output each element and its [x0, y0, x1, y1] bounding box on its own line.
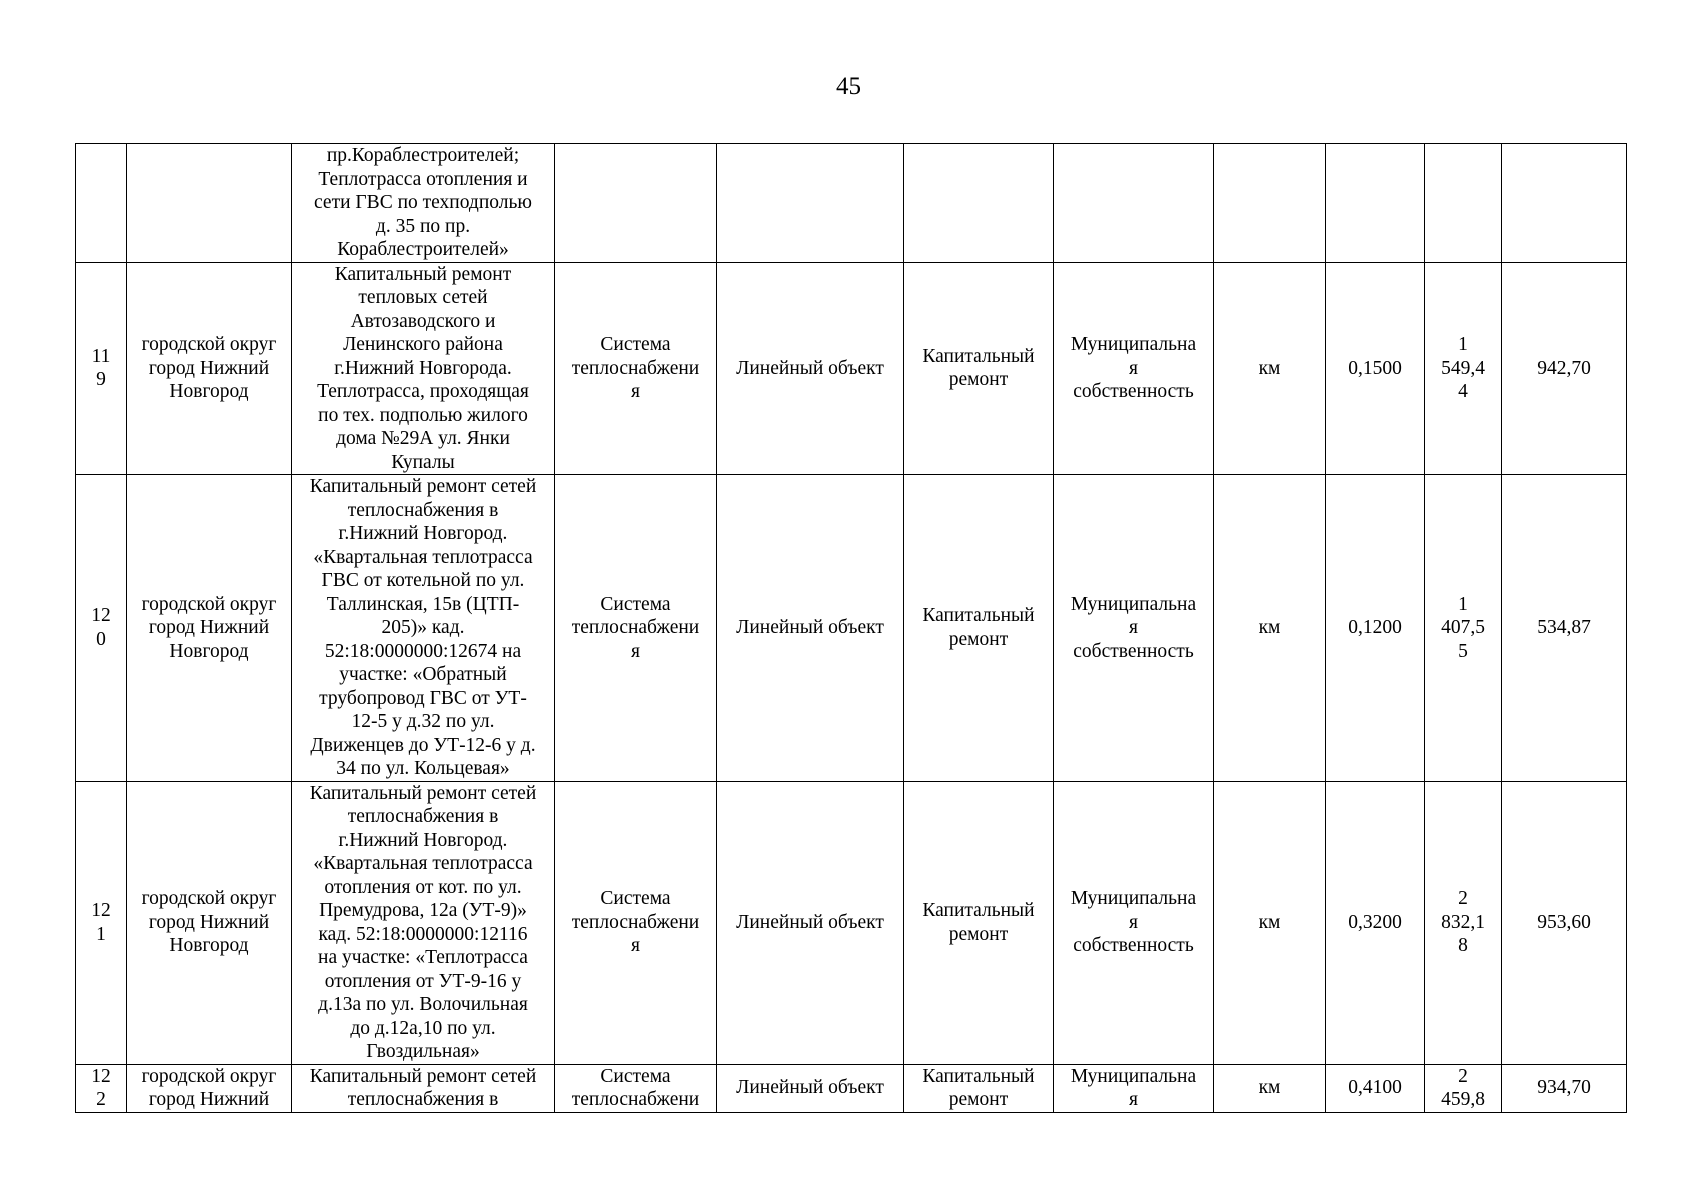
cell-ownership — [1054, 144, 1214, 263]
cell-system — [555, 144, 717, 263]
cell-cost-per-unit — [1502, 144, 1627, 263]
cell-length: 0,1200 — [1326, 475, 1425, 782]
cell-object-type: Линейный объект — [717, 262, 904, 475]
cell-number: 12 2 — [76, 1064, 127, 1112]
cell-cost-per-unit: 953,60 — [1502, 781, 1627, 1064]
cell-ownership: Муниципальна я собственность — [1054, 475, 1214, 782]
cell-system: Система теплоснабжени я — [555, 262, 717, 475]
cell-territory: городской округ город Нижний Новгород — [127, 781, 292, 1064]
cell-object-type — [717, 144, 904, 263]
works-table — [75, 143, 1627, 1113]
cell-object-name: пр.Кораблестроителей; Теплотрасса отопления и сети ГВС по техподполью д. 35 по пр. Кораблестроителей» — [292, 144, 555, 263]
cell-number: 12 1 — [76, 781, 127, 1064]
cell-territory: городской округ город Нижний — [127, 1064, 292, 1112]
cell-cost-per-unit: 942,70 — [1502, 262, 1627, 475]
cell-work-type — [904, 144, 1054, 263]
cell-object-name: Капитальный ремонт сетей теплоснабжения в — [292, 1064, 555, 1112]
cell-cost-per-unit: 534,87 — [1502, 475, 1627, 782]
cell-cost — [1425, 144, 1502, 263]
cell-unit: км — [1214, 262, 1326, 475]
cell-object-type: Линейный объект — [717, 781, 904, 1064]
cell-ownership: Муниципальна я собственность — [1054, 781, 1214, 1064]
cell-cost-per-unit: 934,70 — [1502, 1064, 1627, 1112]
cell-cost: 2 459,8 — [1425, 1064, 1502, 1112]
cell-length: 0,1500 — [1326, 262, 1425, 475]
table-row — [76, 144, 1627, 263]
cell-length — [1326, 144, 1425, 263]
cell-system: Система теплоснабжени я — [555, 781, 717, 1064]
table-row — [76, 1064, 1627, 1112]
cell-object-name: Капитальный ремонт сетей теплоснабжения в г.Нижний Новгород. «Квартальная теплотрасса отопления от кот. по ул. Премудрова, 12а (УТ-9)» кад. 52:18:0000000:12116 на участке: «Теплотрасса отопления от УТ-9-16 у д.13а по ул. Волочильная до д.12а,10 по ул. Гвоздильная» — [292, 781, 555, 1064]
cell-object-name: Капитальный ремонт сетей теплоснабжения в г.Нижний Новгород. «Квартальная теплотрасса ГВС от котельной по ул. Таллинская, 15в (ЦТП- 205)» кад. 52:18:0000000:12674 на участке: «Обратный трубопровод ГВС от УТ- 12-5 у д.32 по ул. Движенцев до УТ-12-6 у д. 34 по ул. Кольцевая» — [292, 475, 555, 782]
cell-territory: городской округ город Нижний Новгород — [127, 475, 292, 782]
cell-object-type: Линейный объект — [717, 475, 904, 782]
cell-unit — [1214, 144, 1326, 263]
cell-number: 12 0 — [76, 475, 127, 782]
cell-length: 0,3200 — [1326, 781, 1425, 1064]
cell-number — [76, 144, 127, 263]
table-row — [76, 262, 1627, 475]
cell-system: Система теплоснабжени — [555, 1064, 717, 1112]
table-row — [76, 475, 1627, 782]
cell-ownership: Муниципальна я — [1054, 1064, 1214, 1112]
cell-cost: 1 407,5 5 — [1425, 475, 1502, 782]
cell-work-type: Капитальный ремонт — [904, 781, 1054, 1064]
table-row — [76, 781, 1627, 1064]
cell-unit: км — [1214, 781, 1326, 1064]
cell-work-type: Капитальный ремонт — [904, 475, 1054, 782]
cell-work-type: Капитальный ремонт — [904, 262, 1054, 475]
cell-ownership: Муниципальна я собственность — [1054, 262, 1214, 475]
cell-territory — [127, 144, 292, 263]
cell-cost: 2 832,1 8 — [1425, 781, 1502, 1064]
cell-number: 11 9 — [76, 262, 127, 475]
cell-system: Система теплоснабжени я — [555, 475, 717, 782]
cell-unit: км — [1214, 1064, 1326, 1112]
cell-cost: 1 549,4 4 — [1425, 262, 1502, 475]
cell-object-name: Капитальный ремонт тепловых сетей Автозаводского и Ленинского района г.Нижний Новгорода. Теплотрасса, проходящая по тех. подполью жилого дома №29А ул. Янки Купалы — [292, 262, 555, 475]
cell-territory: городской округ город Нижний Новгород — [127, 262, 292, 475]
cell-object-type: Линейный объект — [717, 1064, 904, 1112]
cell-length: 0,4100 — [1326, 1064, 1425, 1112]
cell-unit: км — [1214, 475, 1326, 782]
cell-work-type: Капитальный ремонт — [904, 1064, 1054, 1112]
page-number: 45 — [836, 73, 861, 100]
